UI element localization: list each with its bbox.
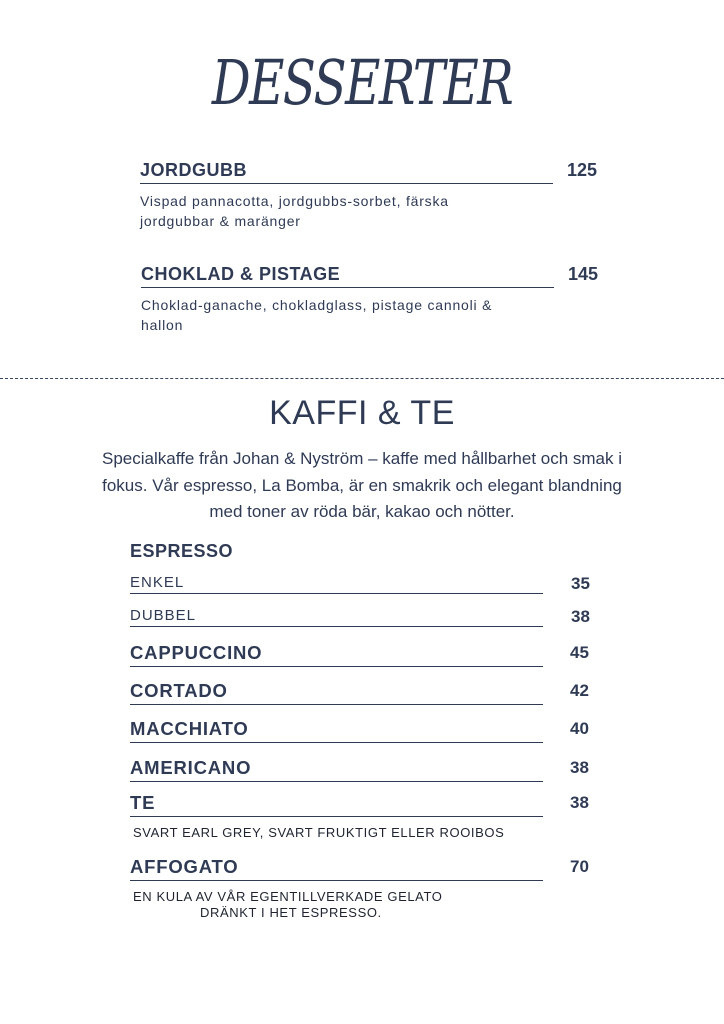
menu-price-affogato: 70 (570, 857, 589, 876)
section-divider (0, 378, 724, 379)
menu-price-macchiato: 40 (570, 719, 589, 738)
menu-item-enkel: ENKEL (130, 574, 543, 594)
desserts-title: DESSERTER (211, 46, 513, 119)
menu-price-cortado: 42 (570, 681, 589, 700)
coffee-title: KAFFI & TE (269, 394, 455, 432)
menu-price-cappuccino: 45 (570, 643, 589, 662)
menu-item-affogato: AFFOGATO (130, 856, 543, 881)
menu-item-te: TE (130, 792, 543, 817)
coffee-intro-line: Specialkaffe från Johan & Nyström – kaffe med hållbarhet och smak i (101, 449, 623, 468)
dessert-desc-line2: hallon (141, 317, 184, 333)
menu-price-americano: 38 (570, 758, 589, 777)
dessert-price-choklad-pistage: 145 (568, 264, 599, 284)
menu-item-dubbel: DUBBEL (130, 607, 543, 627)
affogato-note-line2: DRÄNKT I HET ESPRESSO. (200, 905, 382, 920)
coffee-intro-line: med toner av röda bär, kakao och nötter. (209, 502, 515, 521)
menu-price-dubbel: 38 (571, 607, 590, 626)
dessert-name-jordgubb: JORDGUBB (140, 160, 553, 184)
menu-price-te: 38 (570, 793, 589, 812)
affogato-note-line1: EN KULA AV VÅR EGENTILLVERKADE GELATO (133, 889, 443, 904)
menu-item-cappuccino: CAPPUCCINO (130, 642, 543, 667)
dessert-desc-line2: jordgubbar & maränger (140, 213, 301, 229)
menu-item-macchiato: MACCHIATO (130, 718, 543, 743)
dessert-name-choklad-pistage: CHOKLAD & PISTAGE (141, 264, 554, 288)
espresso-category-label: ESPRESSO (130, 541, 234, 561)
dessert-desc-line1: Vispad pannacotta, jordgubbs-sorbet, färska (140, 193, 449, 209)
menu-item-americano: AMERICANO (130, 757, 543, 782)
dessert-desc-line1: Choklad-ganache, chokladglass, pistage cannoli & (141, 297, 493, 313)
menu-item-cortado: CORTADO (130, 680, 543, 705)
coffee-intro-line: fokus. Vår espresso, La Bomba, är en smakrik och elegant blandning (102, 475, 622, 495)
menu-price-enkel: 35 (571, 574, 590, 593)
dessert-price-jordgubb: 125 (567, 160, 598, 180)
coffee-intro (62, 446, 662, 526)
te-note: SVART EARL GREY, SVART FRUKTIGT ELLER ROOIBOS (133, 825, 505, 840)
